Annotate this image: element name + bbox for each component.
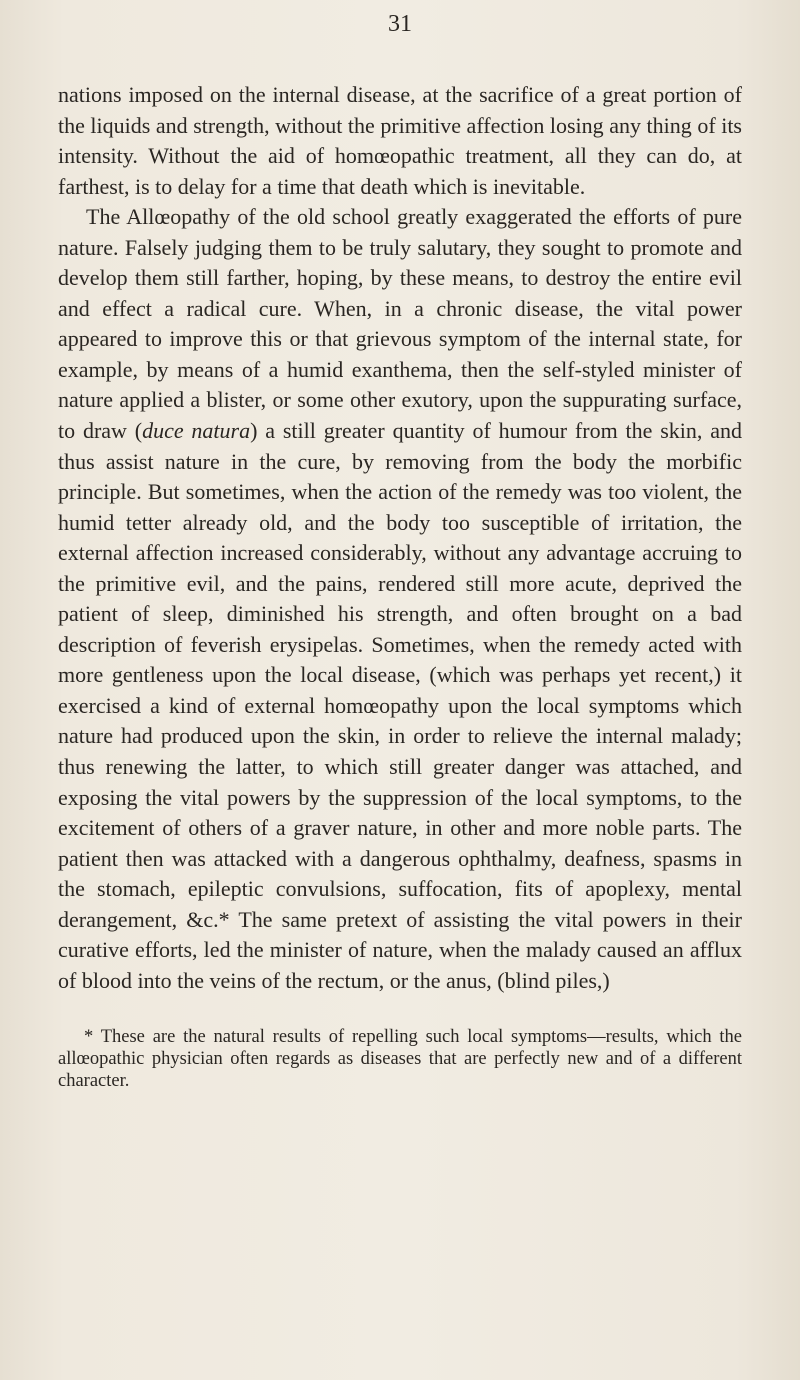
footnote-text: * These are the natural results of repelling such local symptoms—results, which the allœopathic physician often regards as diseases that are perfectly new and of a different character. [58, 1027, 742, 1092]
paragraph-1: nations imposed on the internal disease, at the sacrifice of a great portion of the liquids and strength, without the primitive affection losing any thing of its intensity. Without the aid of homœopathic treatment, all they can do, at farthest, is to delay for a time that death which is inevitable. [58, 82, 742, 199]
latin-phrase: duce natura [142, 418, 251, 444]
footnote [58, 1026, 742, 1092]
paragraph-2 [58, 202, 742, 996]
main-text [58, 80, 742, 996]
paragraph-2-text-b: ) a still greater quantity of humour from the skin, and thus assist nature in the cure, by removing from the body the morbific principle. But sometimes, when the action of the remedy was too violent, the humid tetter already old, and the body too susceptible of irritation, the external affection increased considerably, without any advantage accruing to the primitive evil, and the pains, rendered still more acute, deprived the patient of sleep, diminished his strength, and often brought on a bad description of feverish erysipelas. Sometimes, when the remedy acted with more gentleness upon the local disease, (which was perhaps yet recent,) it exercised a kind of external homœopathy upon the local symptoms which nature had produced upon the skin, in order to relieve the internal malady; thus renewing the latter, to which still greater danger was attached, and exposing the vital powers by the suppression of the local symptoms, to the excitement of others of a graver nature, in other and more noble parts. The patient then was attacked with a dangerous ophthalmy, deafness, spasms in the stomach, epileptic convulsions, suffocation, fits of apoplexy, mental derangement, &c.* The same pretext of assisting the vital powers in their curative efforts, led the minister of nature, when the malady caused an afflux of blood into the veins of the rectum, or the anus, (blind piles,) [58, 418, 742, 993]
paragraph-2-text-a: The Allœopathy of the old school greatly exaggerated the efforts of pure nature. Falsely judging them to be truly salutary, they sought to promote and develop them still farther, hoping, by these means, to destroy the entire evil and effect a radical cure. When, in a chronic disease, the vital power appeared to improve this or that grievous symptom of the internal state, for example, by means of a humid exanthema, then the self-styled minister of nature applied a blister, or some other exutory, upon the suppurating surface, to draw ( [58, 204, 742, 444]
page-number: 31 [388, 11, 412, 37]
